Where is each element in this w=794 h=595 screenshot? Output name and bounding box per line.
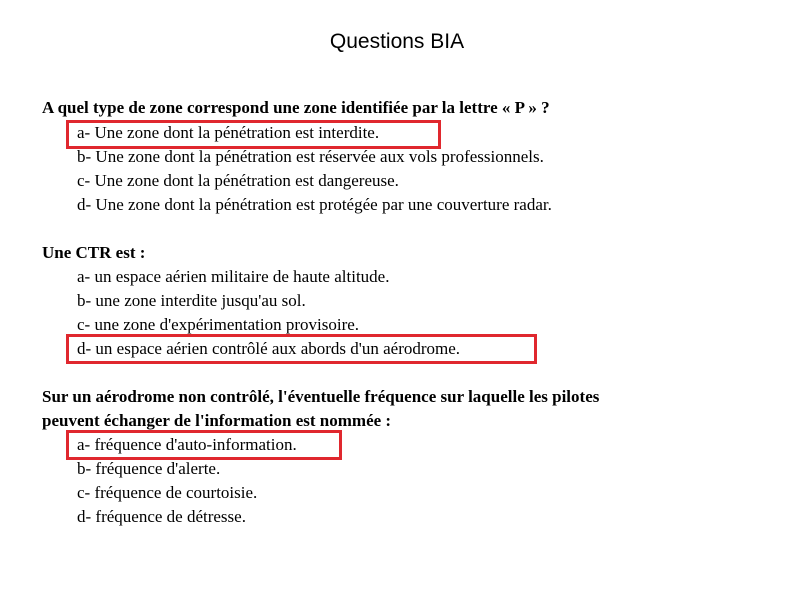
question-3-text-line-1: Sur un aérodrome non contrôlé, l'éventuelle fréquence sur laquelle les pilotes (42, 387, 600, 406)
question-1-answer-a: a- Une zone dont la pénétration est interdite. (77, 123, 380, 142)
question-1-answer-d: d- Une zone dont la pénétration est protégée par une couverture radar. (77, 195, 552, 214)
question-2-text: Une CTR est : (42, 243, 146, 262)
question-1-correct-highlight (66, 120, 441, 149)
question-1-answer-b: b- Une zone dont la pénétration est réservée aux vols professionnels. (77, 147, 544, 166)
question-3-correct-highlight (66, 430, 342, 460)
page-title: Questions BIA (329, 30, 465, 53)
question-2-answer-b: b- une zone interdite jusqu'au sol. (77, 291, 306, 310)
question-1-answer-c: c- Une zone dont la pénétration est dangereuse. (77, 171, 399, 190)
question-3-answer-d: d- fréquence de détresse. (77, 507, 246, 526)
question-2-correct-highlight (66, 334, 537, 364)
question-3-answer-c: c- fréquence de courtoisie. (77, 483, 258, 502)
question-1-text: A quel type de zone correspond une zone identifiée par la lettre « P » ? (42, 98, 550, 117)
question-2-answer-d: d- un espace aérien contrôlé aux abords d'un aérodrome. (77, 339, 461, 358)
question-3-answer-a: a- fréquence d'auto-information. (77, 435, 297, 454)
question-2-answer-a: a- un espace aérien militaire de haute altitude. (77, 267, 390, 286)
question-2-answer-c: c- une zone d'expérimentation provisoire. (77, 315, 360, 334)
question-3-answer-b: b- fréquence d'alerte. (77, 459, 221, 478)
question-3-text-line-2: peuvent échanger de l'information est nommée : (42, 411, 392, 430)
